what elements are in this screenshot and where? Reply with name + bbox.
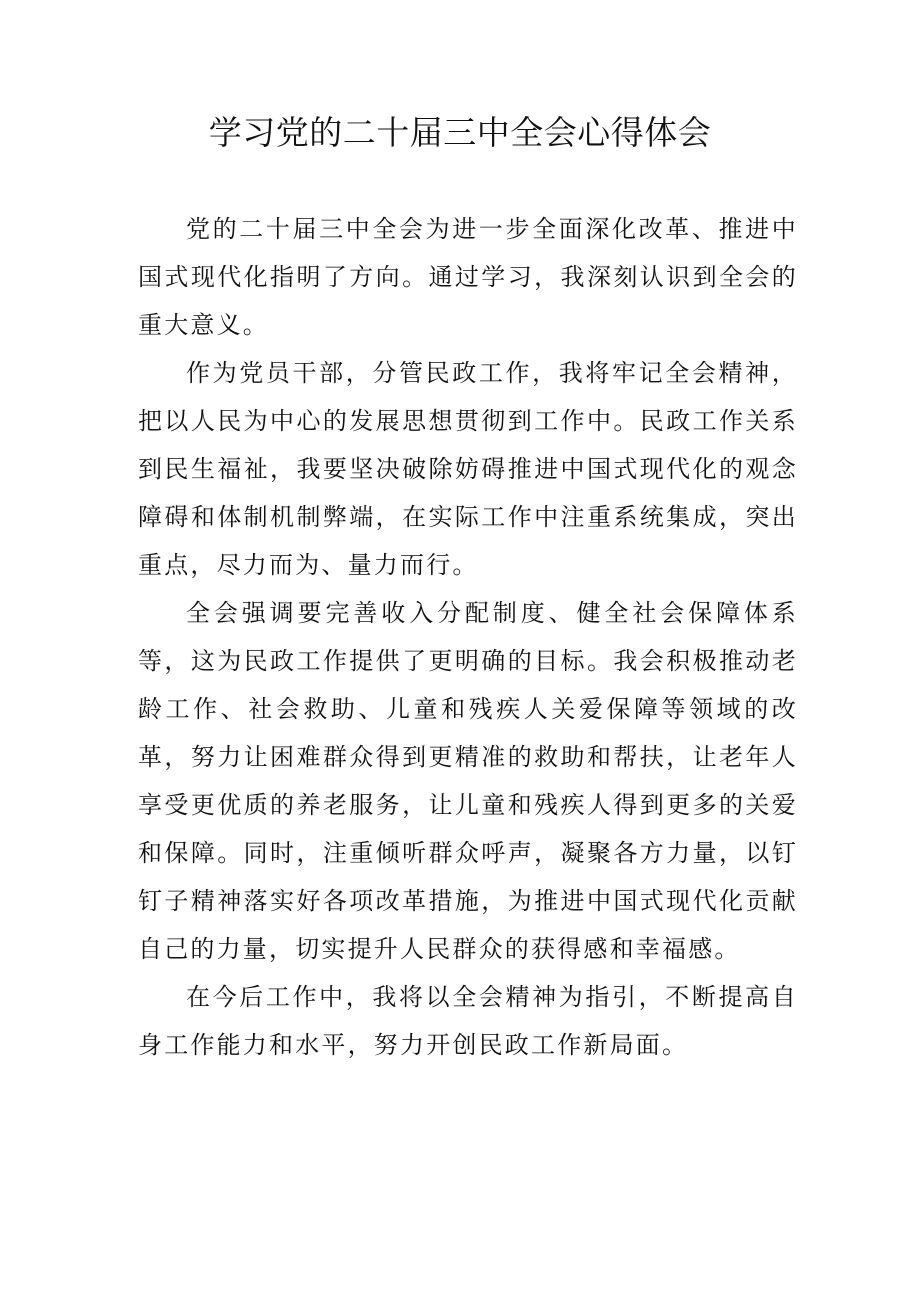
document-title: 学习党的二十届三中全会心得体会 (208, 113, 712, 152)
paragraph-2: 作为党员干部，分管民政工作，我将牢记全会精神，把以人民为中心的发展思想贯彻到工作中。民政工作关系到民生福祉，我要坚决破除妨碍推进中国式现代化的观念障碍和体制机制弊端，在实际工作中注重系统集成，突出重点，尽力而为、量力而行。 (138, 359, 798, 579)
paragraph-3: 全会强调要完善收入分配制度、健全社会保障体系等，这为民政工作提供了更明确的目标。我会积极推动老龄工作、社会救助、儿童和残疾人关爱保障等领域的改革，努力让困难群众得到更精准的救助和帮扶，让老年人享受更优质的养老服务，让儿童和残疾人得到更多的关爱和保障。同时，注重倾听群众呼声，凝聚各方力量，以钉钉子精神落实好各项改革措施，为推进中国式现代化贡献自己的力量，切实提升人民群众的获得感和幸福感。 (138, 599, 798, 963)
document-body (138, 205, 798, 1069)
paragraph-4: 在今后工作中，我将以全会精神为指引，不断提高自身工作能力和水平，努力开创民政工作新局面。 (138, 983, 798, 1059)
paragraph-1: 党的二十届三中全会为进一步全面深化改革、推进中国式现代化指明了方向。通过学习，我深刻认识到全会的重大意义。 (138, 215, 798, 339)
